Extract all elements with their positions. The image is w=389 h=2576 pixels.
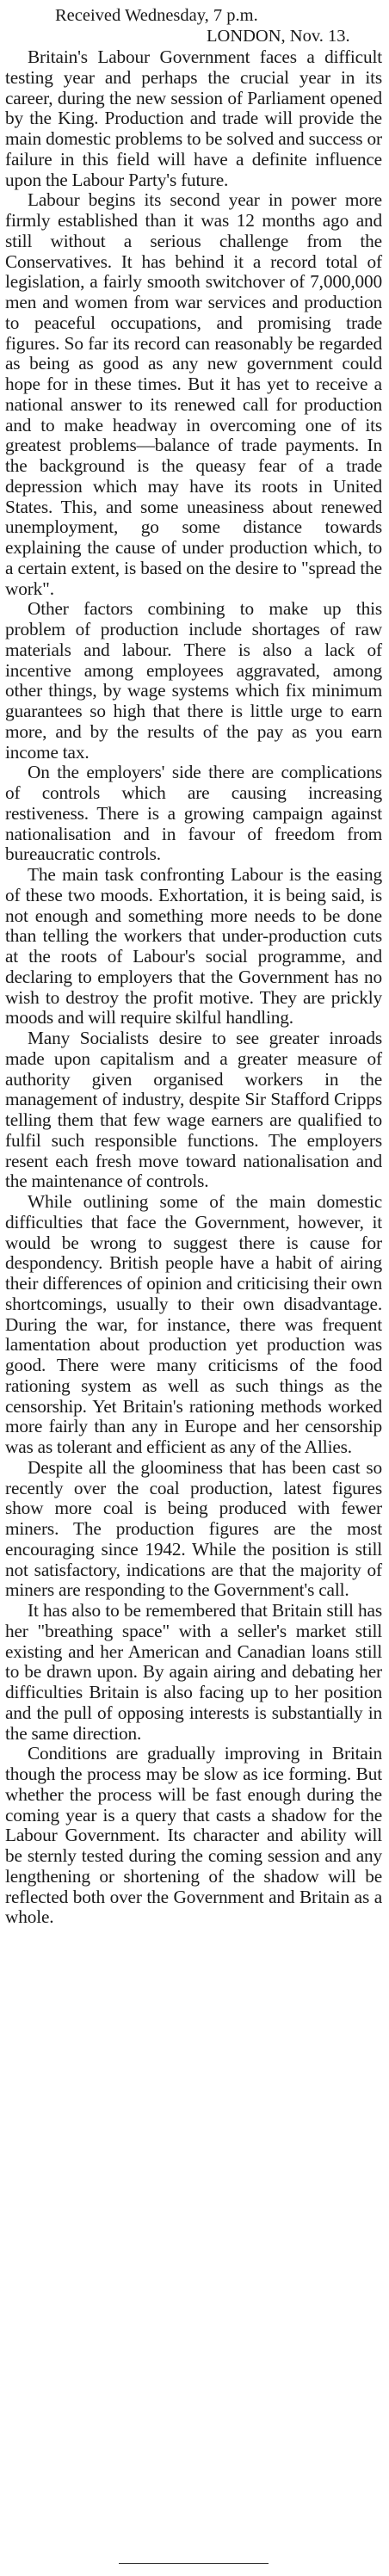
article-paragraph: The main task confronting Labour is the easing of these two moods. Exhortation, it is being said, is not enough and something more needs to be done than telling the workers that under-production cuts at the roots of Labour's social programme, and declaring to employers that the Government has no wish to destroy the profit motive. They are prickly moods and will require skilful handling. bbox=[5, 864, 382, 1029]
article-paragraph: Britain's Labour Government faces a difficult testing year and perhaps the crucial year in its career, during the new session of Parliament opened by the King. Production and trade will provide the main domestic problems to be solved and success or failure in this field will have a definite influence upon the Labour Party's future. bbox=[5, 46, 382, 190]
dateline: Received Wednesday, 7 p.m. bbox=[55, 6, 258, 25]
article-paragraph: On the employers' side there are complications of controls which are causing increasing restiveness. There is a growing campaign against nationalisation and in favour of freedom from bureaucratic controls. bbox=[5, 762, 382, 865]
article-paragraph: Other factors combining to make up this problem of production include shortages of raw materials and labour. There is also a lack of incentive among employees aggravated, among other things, by wage systems which fix minimum guarantees so high that there is little urge to earn more, and by the results of the pay as you earn income tax. bbox=[5, 598, 382, 763]
location-date: LONDON, Nov. 13. bbox=[207, 27, 350, 46]
article-paragraph: Despite all the gloominess that has been cast so recently over the coal production, latest figures show more coal is being produced with fewer miners. The production figures are the most encouraging since 1942. While the position is still not satisfactory, indications are that the majority of miners are responding to the Government's call. bbox=[5, 1456, 382, 1601]
article-paragraph: Labour begins its second year in power more firmly established than it was 12 months ago and still without a serious challenge from the Conservatives. It has behind it a record total of legislation, a fairly smooth switchover of 7,000,000 men and women from war services and production to peaceful occupations, and promising trade figures. So far its record can reasonably be regarded as being as good as any new government could hope for in these times. But it has yet to receive a national answer to its renewed call for production and to make headway in overcoming one of its greatest problems—balance of trade payments. In the background is the queasy fear of a trade depression which may have its roots in United States. This, and some uneasiness about renewed unemployment, go some distance towards explaining the cause of under production which, to a certain extent, is based on the desire to "spread the work". bbox=[5, 189, 382, 599]
article-paragraph: Conditions are gradually improving in Britain though the process may be slow as ice forming. But whether the process will be fast enough during the coming year is a query that casts a shadow for the Labour Government. Its character and ability will be sternly tested during the coming session and any lengthening or shortening of the shadow will be reflected both over the Government and Britain as a whole. bbox=[5, 1743, 382, 1928]
article-paragraph: While outlining some of the main domestic difficulties that face the Government, however, it would be wrong to suggest there is cause for despondency. British people have a habit of airing their differences of opinion and criticising their own shortcomings, usually to their own disadvantage. During the war, for instance, there was frequent lamentation about production yet production was good. There were many criticisms of the food rationing system as well as such things as the censorship. Yet Britain's rationing methods worked more fairly than any in Europe and her censorship was as tolerant and efficient as any of the Allies. bbox=[5, 1191, 382, 1457]
end-rule bbox=[119, 2563, 269, 2564]
article-paragraph: Many Socialists desire to see greater inroads made upon capitalism and a greater measure of authority given organised workers in the management of industry, despite Sir Stafford Cripps telling them that few wage earners are qualified to fulfil such responsible functions. The employers resent each fresh move toward nationalisation and the maintenance of controls. bbox=[5, 1028, 382, 1192]
article-paragraph: It has also to be remembered that Britain still has her "breathing space" with a seller's market still existing and her American and Canadian loans still to be drawn upon. By again airing and debating her difficulties Britain is also facing up to her position and the pull of opposing interests is substantially in the same direction. bbox=[5, 1600, 382, 1744]
news-article bbox=[5, 5, 382, 1928]
